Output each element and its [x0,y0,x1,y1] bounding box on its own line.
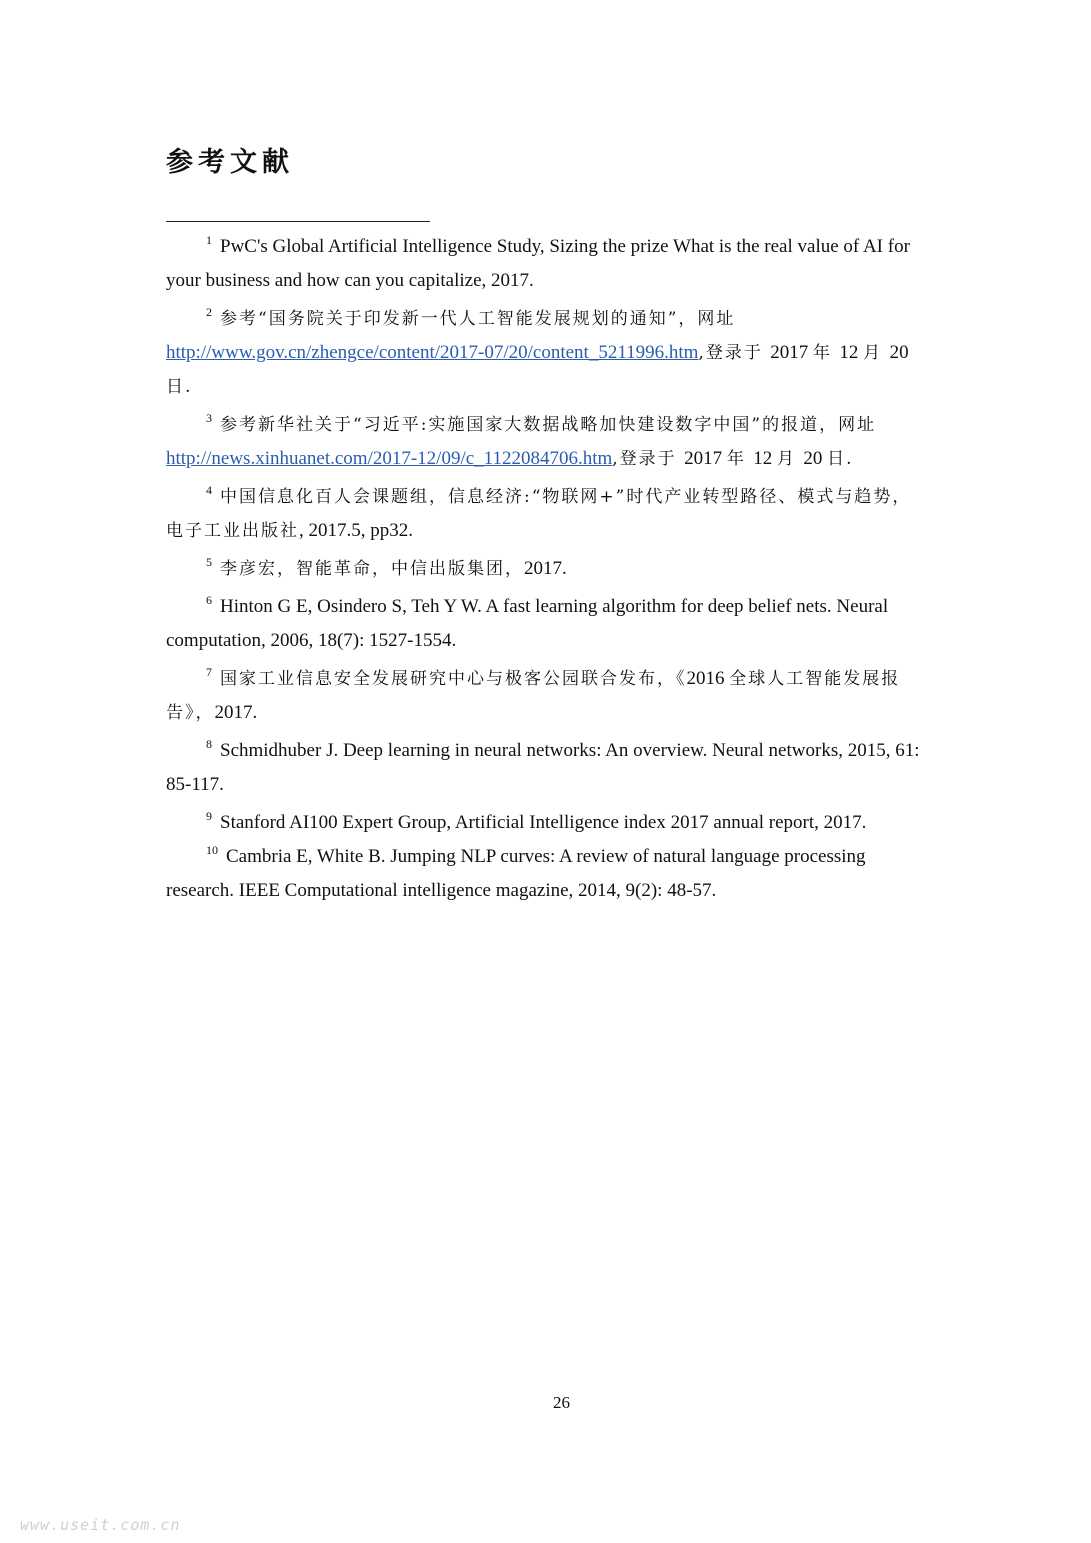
reference-text: 月 [863,343,890,363]
reference-text: 参考“国务院关于印发新一代人工智能发展规划的通知”，网址 [220,309,736,329]
reference-list [166,230,928,912]
reference-text: Hinton G E, Osindero S, Teh Y W. A fast learning algorithm for deep belief nets. Neural computation, 2006, 18(7): 1527-1554. [166,596,889,651]
reference-text: 日. [166,377,193,397]
reference-text: 年 [813,343,840,363]
reference-text: 2017 [770,342,813,363]
reference-number: 9 [206,809,212,823]
reference-text: 全球人工智能发展报告》， [166,669,901,723]
reference-text: 20 [889,342,909,363]
reference-link[interactable]: http://news.xinhuanet.com/2017-12/09/c_1122084706.htm [166,448,613,469]
reference-text: 国家工业信息安全发展研究中心与极客公园联合发布，《 [220,669,687,689]
reference-text: 参考新华社关于“习近平:实施国家大数据战略加快建设数字中国”的报道，网址 [220,415,877,435]
page-number: 26 [553,1393,570,1412]
reference-item [166,734,928,802]
reference-number: 2 [206,305,212,319]
reference-item [166,806,928,840]
reference-number: 6 [206,593,212,607]
reference-number: 10 [206,843,218,857]
reference-item [166,662,928,730]
reference-text: 2017. [524,558,567,579]
page-title: 参考文献 [166,147,294,178]
reference-text: ,登录于 [698,343,771,363]
reference-item [166,302,928,404]
reference-item [166,230,928,298]
reference-text: 中国信息化百人会课题组，信息经济:“物联网+”时代产业转型路径、模式与趋势，电子工业出版社 [166,487,912,541]
reference-item [166,552,928,586]
reference-text: ,登录于 [612,449,685,469]
reference-number: 5 [206,555,212,569]
reference-number: 1 [206,233,212,247]
reference-text: PwC's Global Artificial Intelligence Study, Sizing the prize What is the real value of AI for your business and how can you capitalize, 2017. [166,236,910,291]
reference-text: 2017. [214,702,258,723]
reference-number: 4 [206,483,212,497]
reference-text: 李彦宏，智能革命，中信出版集团， [220,559,524,579]
reference-text: 月 [777,449,804,469]
footnote-separator [166,221,430,222]
watermark-text: www.useit.com.cn [20,1516,181,1534]
reference-text: Schmidhuber J. Deep learning in neural networks: An overview. Neural networks, 2015, 61: 85-117. [166,740,920,795]
reference-number: 7 [206,665,212,679]
reference-text: Cambria E, White B. Jumping NLP curves: A review of natural language processing research. IEEE Computational intelligence magazine, 2014, 9(2): 48-57. [166,846,866,901]
reference-text: , 2017.5, pp32. [299,520,413,541]
reference-number: 3 [206,411,212,425]
reference-item [166,480,928,548]
reference-text: 20 [803,448,828,469]
reference-text: 12 [753,448,777,469]
reference-text: 12 [839,342,864,363]
reference-number: 8 [206,737,212,751]
reference-text: 年 [726,449,754,469]
reference-text: Stanford AI100 Expert Group, Artificial Intelligence index 2017 annual report, 2017. [220,812,867,833]
reference-text: 2016 [686,668,730,689]
reference-text: 日. [827,449,854,469]
reference-item [166,590,928,658]
reference-item [166,840,928,908]
reference-item [166,408,928,476]
reference-text: 2017 [684,448,727,469]
reference-link[interactable]: http://www.gov.cn/zhengce/content/2017-07/20/content_5211996.htm [166,342,699,363]
